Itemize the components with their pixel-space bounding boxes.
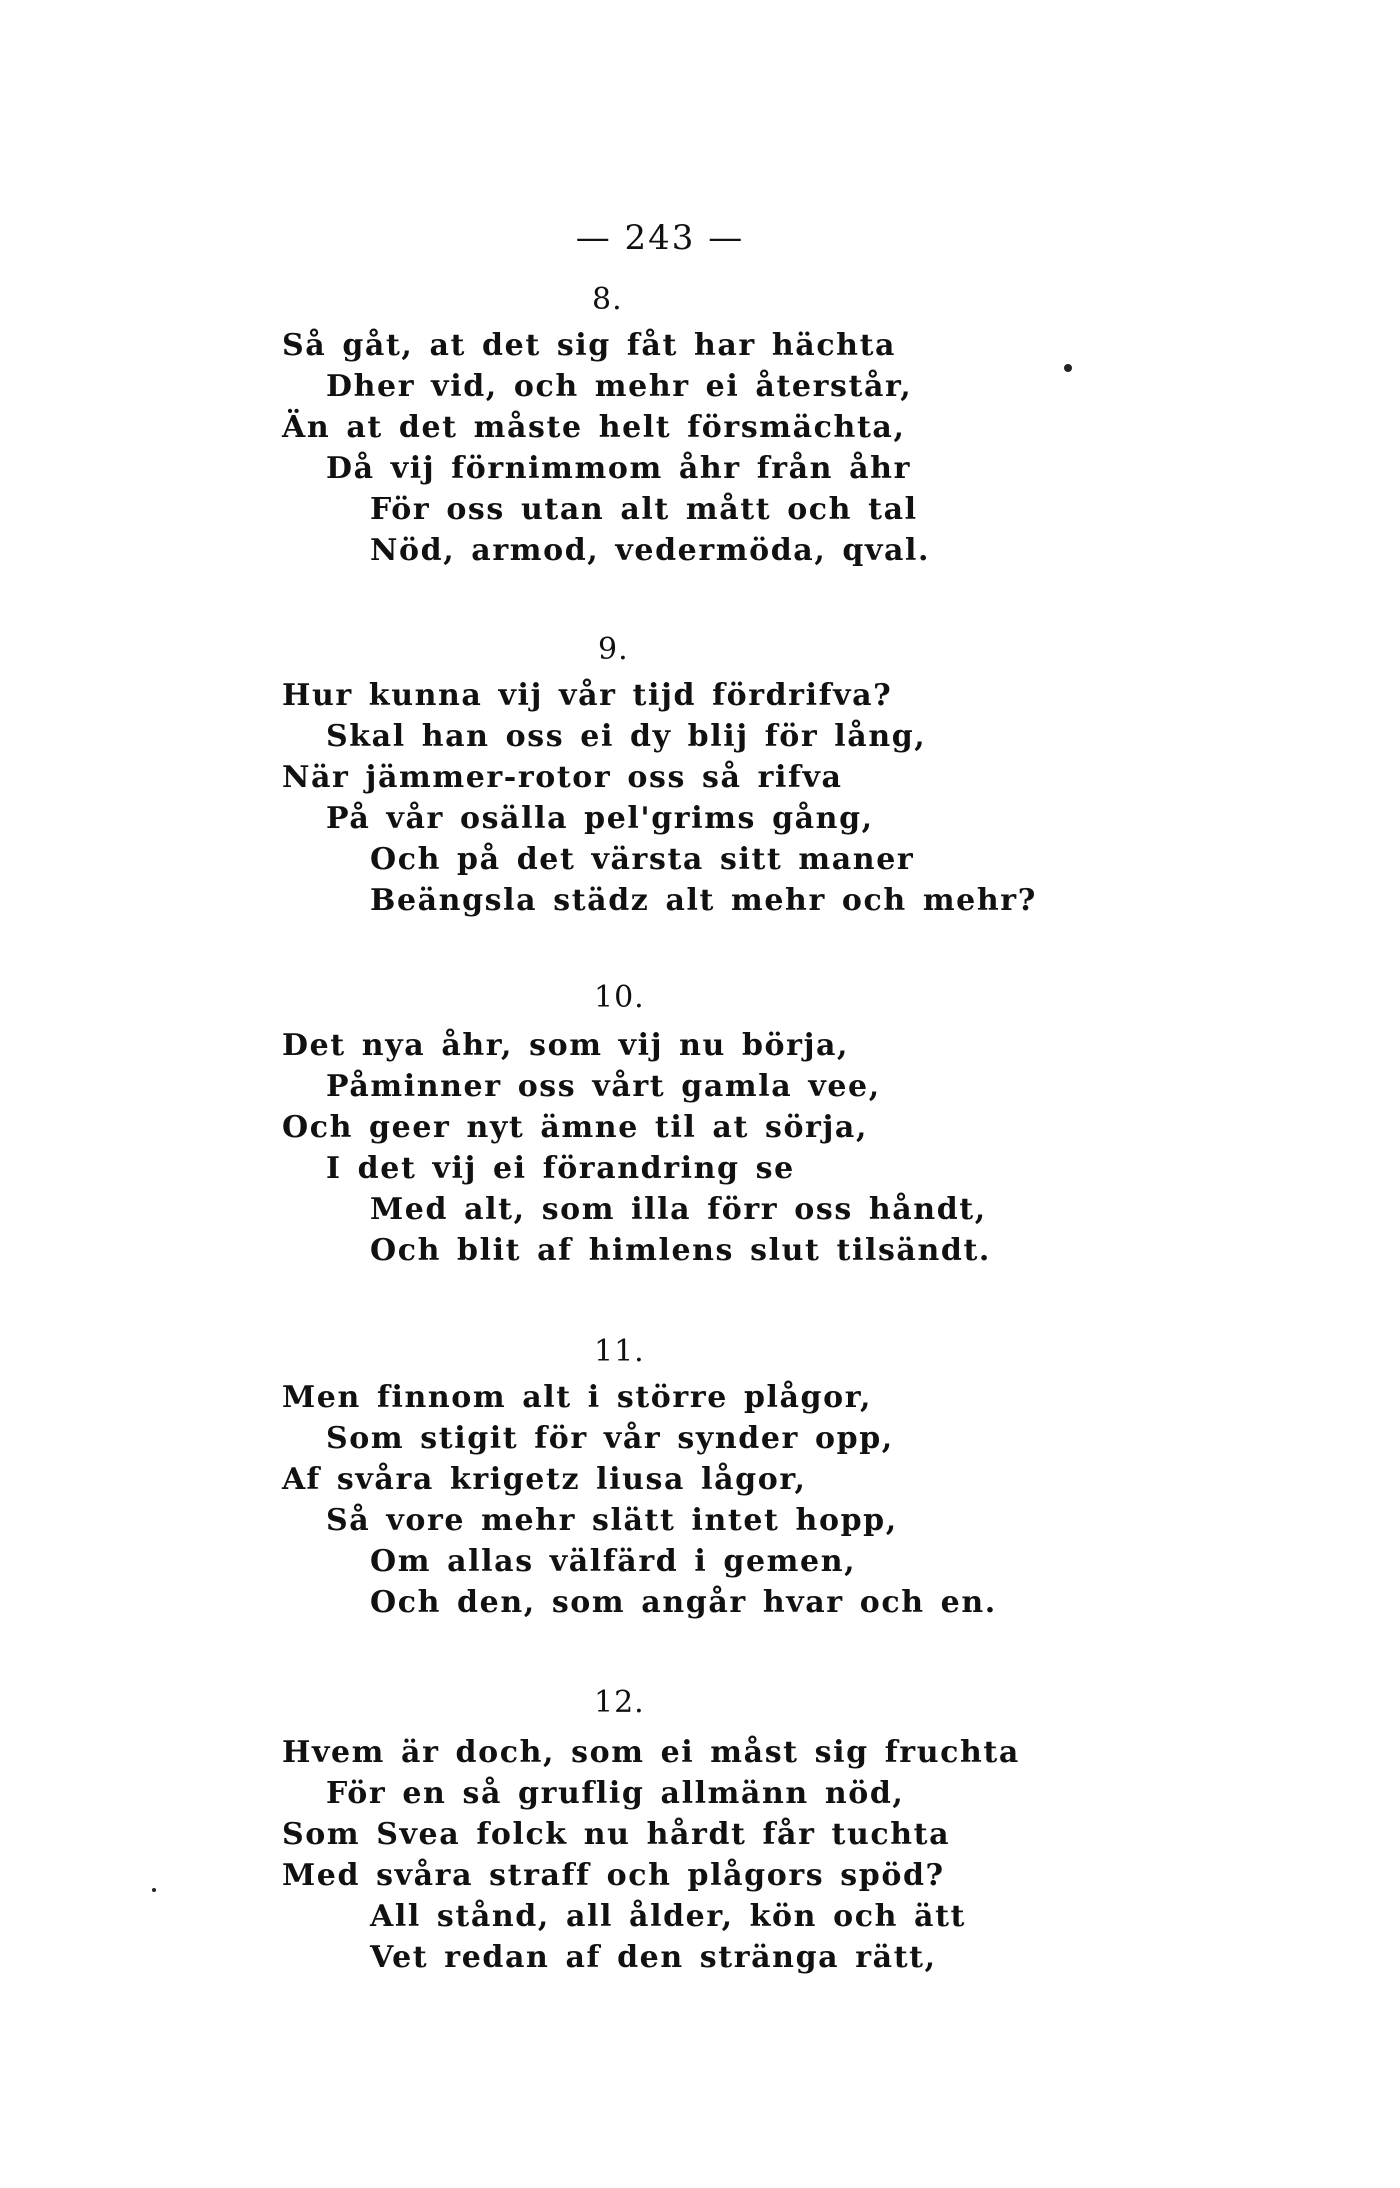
verse-line: Och blit af himlens slut tilsändt. [370, 1233, 991, 1268]
verse-line: På vår osälla pel'grims gång, [326, 801, 874, 836]
verse-line: Skal han oss ei dy blij för lång, [326, 719, 927, 754]
verse-line: För en så gruflig allmänn nöd, [326, 1776, 905, 1811]
stanza-number: 12. [594, 1685, 645, 1720]
verse-line: Beängsla städz alt mehr och mehr? [370, 883, 1037, 918]
verse-line: Och den, som angår hvar och en. [370, 1585, 997, 1620]
stanza-number: 8. [592, 282, 623, 317]
verse-line: Påminner oss vårt gamla vee, [326, 1069, 881, 1104]
verse-line: Hur kunna vij vår tijd fördrifva? [282, 678, 893, 713]
verse-line: Om allas välfärd i gemen, [370, 1544, 857, 1579]
verse-line: Men finnom alt i större plågor, [282, 1380, 873, 1415]
stanza-number: 9. [598, 632, 629, 667]
verse-line: Med alt, som illa förr oss håndt, [370, 1192, 987, 1227]
verse-line: Nöd, armod, vedermöda, qval. [370, 533, 931, 568]
verse-line: Då vij förnimmom åhr från åhr [326, 451, 911, 486]
stanza-number: 10. [594, 980, 645, 1015]
ink-speck [152, 1888, 156, 1892]
verse-line: Så gåt, at det sig fåt har hächta [282, 328, 897, 363]
verse-line: Vet redan af den stränga rätt, [370, 1940, 937, 1975]
verse-line: I det vij ei förandring se [326, 1151, 795, 1186]
page-number: — 243 — [575, 218, 745, 258]
ink-speck [1064, 364, 1072, 372]
verse-line: Och på det värsta sitt maner [370, 842, 915, 877]
verse-line: Det nya åhr, som vij nu börja, [282, 1028, 850, 1063]
verse-line: Så vore mehr slätt intet hopp, [326, 1503, 898, 1538]
stanza-number: 11. [594, 1334, 645, 1369]
verse-line: Af svåra krigetz liusa lågor, [282, 1462, 807, 1497]
verse-line: Som stigit för vår synder opp, [326, 1421, 894, 1456]
verse-line: När jämmer-rotor oss så rifva [282, 760, 843, 795]
verse-line: Hvem är doch, som ei måst sig fruchta [282, 1735, 1020, 1770]
verse-line: Dher vid, och mehr ei återstår, [326, 369, 913, 404]
verse-line: Än at det måste helt försmächta, [282, 410, 906, 445]
verse-line: Och geer nyt ämne til at sörja, [282, 1110, 869, 1145]
verse-line: All stånd, all ålder, kön och ätt [370, 1899, 966, 1934]
verse-line: Med svåra straff och plågors spöd? [282, 1858, 945, 1893]
verse-line: För oss utan alt mått och tal [370, 492, 918, 527]
verse-line: Som Svea folck nu hårdt får tuchta [282, 1817, 951, 1852]
